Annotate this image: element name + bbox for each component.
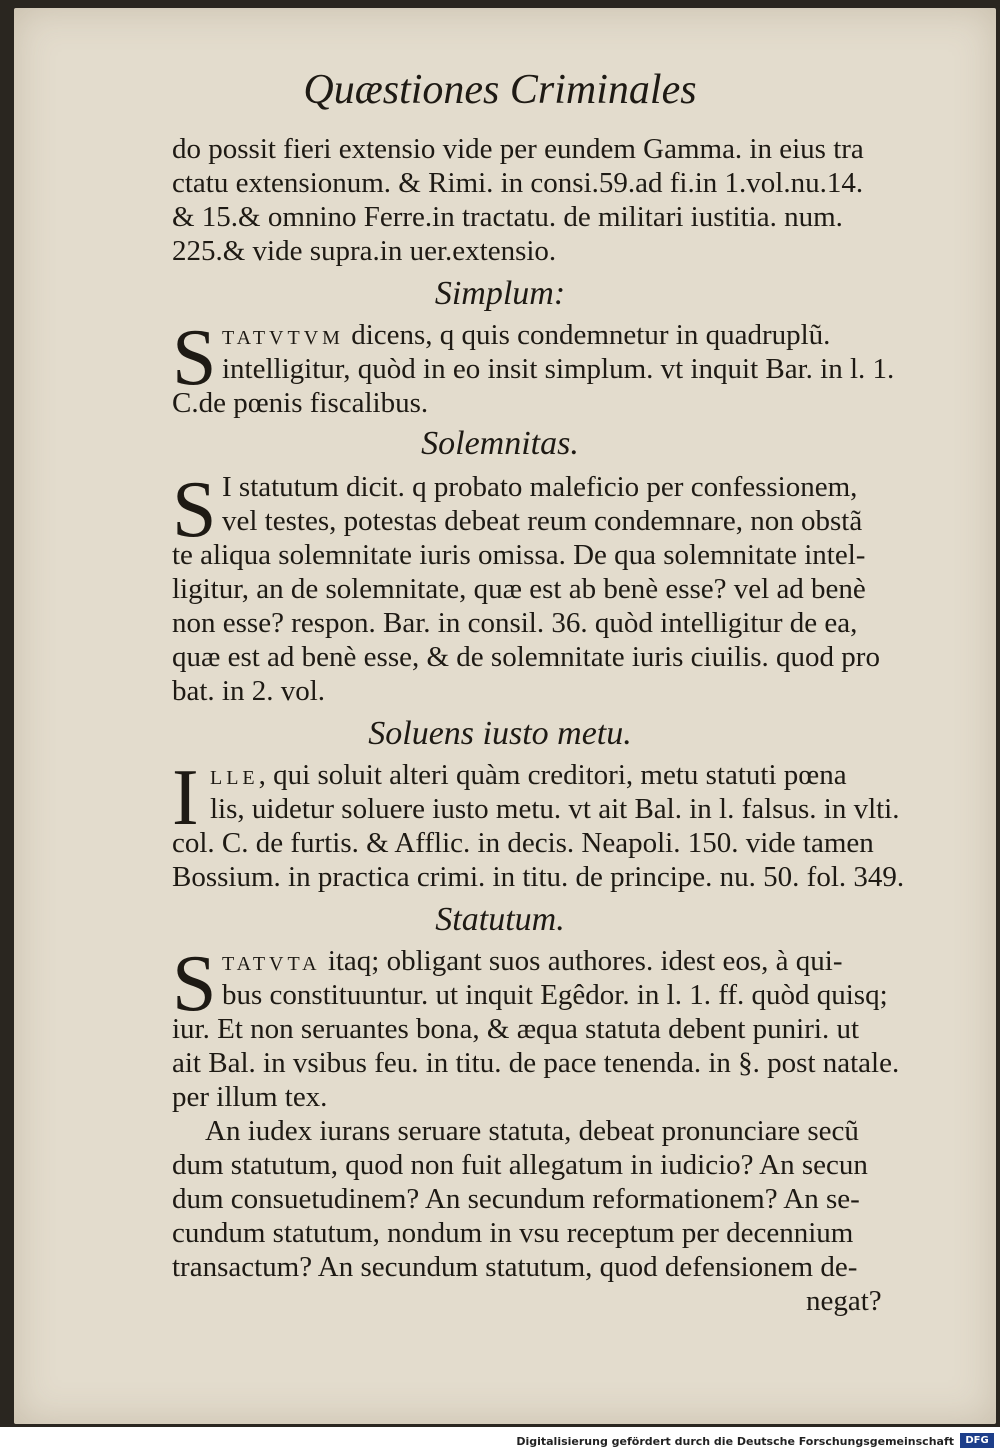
text-fragment: itaq; obligant suos authores. idest eos, à qui-: [320, 945, 843, 977]
drop-cap: S: [172, 314, 217, 402]
drop-cap: S: [172, 940, 217, 1028]
text-line: do possit fieri extensio vide per eundem Gamma. in eius tra: [172, 133, 864, 165]
dfg-logo: DFG: [960, 1433, 994, 1448]
page-header: Quæstiones Criminales: [303, 67, 697, 113]
text-line: lis, uidetur soluere iusto metu. vt ait Bal. in l. falsus. in vlti.: [210, 793, 900, 825]
text-line: ctatu extensionum. & Rimi. in consi.59.ad fi.in 1.vol.nu.14.: [172, 167, 864, 199]
small-caps-word: TATVTVM: [222, 327, 344, 349]
text-line: [222, 318, 992, 355]
text-line: bus constituuntur. ut inquit Egêdor. in l. 1. ff. quòd quisq;: [222, 979, 888, 1011]
text-line: C.de pœnis fiscalibus.: [172, 387, 429, 419]
text-line: [222, 944, 992, 981]
section-heading: Statutum.: [435, 901, 565, 938]
section-heading: Soluens iusto metu.: [368, 715, 632, 752]
drop-cap: I: [172, 754, 199, 842]
small-caps-word: TATVTA: [222, 953, 321, 975]
section-heading: Solemnitas.: [421, 425, 579, 462]
text-line: cundum statutum, nondum in vsu receptum per decennium: [172, 1217, 854, 1249]
text-fragment: , qui soluit alteri quàm creditori, metu statuti pœna: [258, 759, 847, 791]
text-line: non esse? respon. Bar. in consil. 36. quòd intelligitur de ea,: [172, 607, 858, 639]
section-heading: Simplum:: [434, 275, 566, 312]
text-line: intelligitur, quòd in eo insit simplum. vt inquit Bar. in l. 1.: [222, 353, 895, 385]
text-fragment: dicens, q quis condemnetur in quadruplũ.: [343, 319, 831, 351]
footer-credit: Digitalisierung gefördert durch die Deutsche Forschungsgemeinschaft: [516, 1435, 954, 1448]
text-line: dum statutum, quod non fuit allegatum in iudicio? An secun: [172, 1149, 868, 1181]
small-caps-word: LLE: [210, 767, 259, 789]
catchword: negat?: [806, 1285, 882, 1317]
text-line: 225.& vide supra.in uer.extensio.: [172, 235, 557, 267]
text-line: ligitur, an de solemnitate, quæ est ab benè esse? vel ad benè: [172, 573, 866, 605]
text-line: & 15.& omnino Ferre.in tractatu. de militari iustitia. num.: [172, 201, 843, 233]
text-line: An iudex iurans seruare statuta, debeat pronunciare secũ: [205, 1115, 859, 1147]
text-line: transactum? An secundum statutum, quod defensionem de-: [172, 1251, 858, 1283]
text-line: [210, 758, 980, 795]
footer-bar: [0, 1427, 1000, 1455]
text-line: Bossium. in practica crimi. in titu. de principe. nu. 50. fol. 349.: [172, 861, 905, 893]
drop-cap: S: [172, 466, 217, 554]
text-line: ait Bal. in vsibus feu. in titu. de pace tenenda. in §. post natale.: [172, 1047, 900, 1079]
text-line: dum consuetudinem? An secundum reformationem? An se-: [172, 1183, 860, 1215]
text-line: bat. in 2. vol.: [172, 675, 326, 707]
text-line: I statutum dicit. q probato maleficio per confessionem,: [222, 471, 858, 503]
text-line: te aliqua solemnitate iuris omissa. De qua solemnitate intel-: [172, 539, 866, 571]
text-line: quæ est ad benè esse, & de solemnitate iuris ciuilis. quod pro: [172, 641, 880, 673]
text-line: vel testes, potestas debeat reum condemnare, non obstã: [222, 505, 863, 537]
text-line: col. C. de furtis. & Afflic. in decis. Neapoli. 150. vide tamen: [172, 827, 874, 859]
text-line: per illum tex.: [172, 1081, 328, 1113]
text-line: iur. Et non seruantes bona, & æqua statuta debent puniri. ut: [172, 1013, 860, 1045]
